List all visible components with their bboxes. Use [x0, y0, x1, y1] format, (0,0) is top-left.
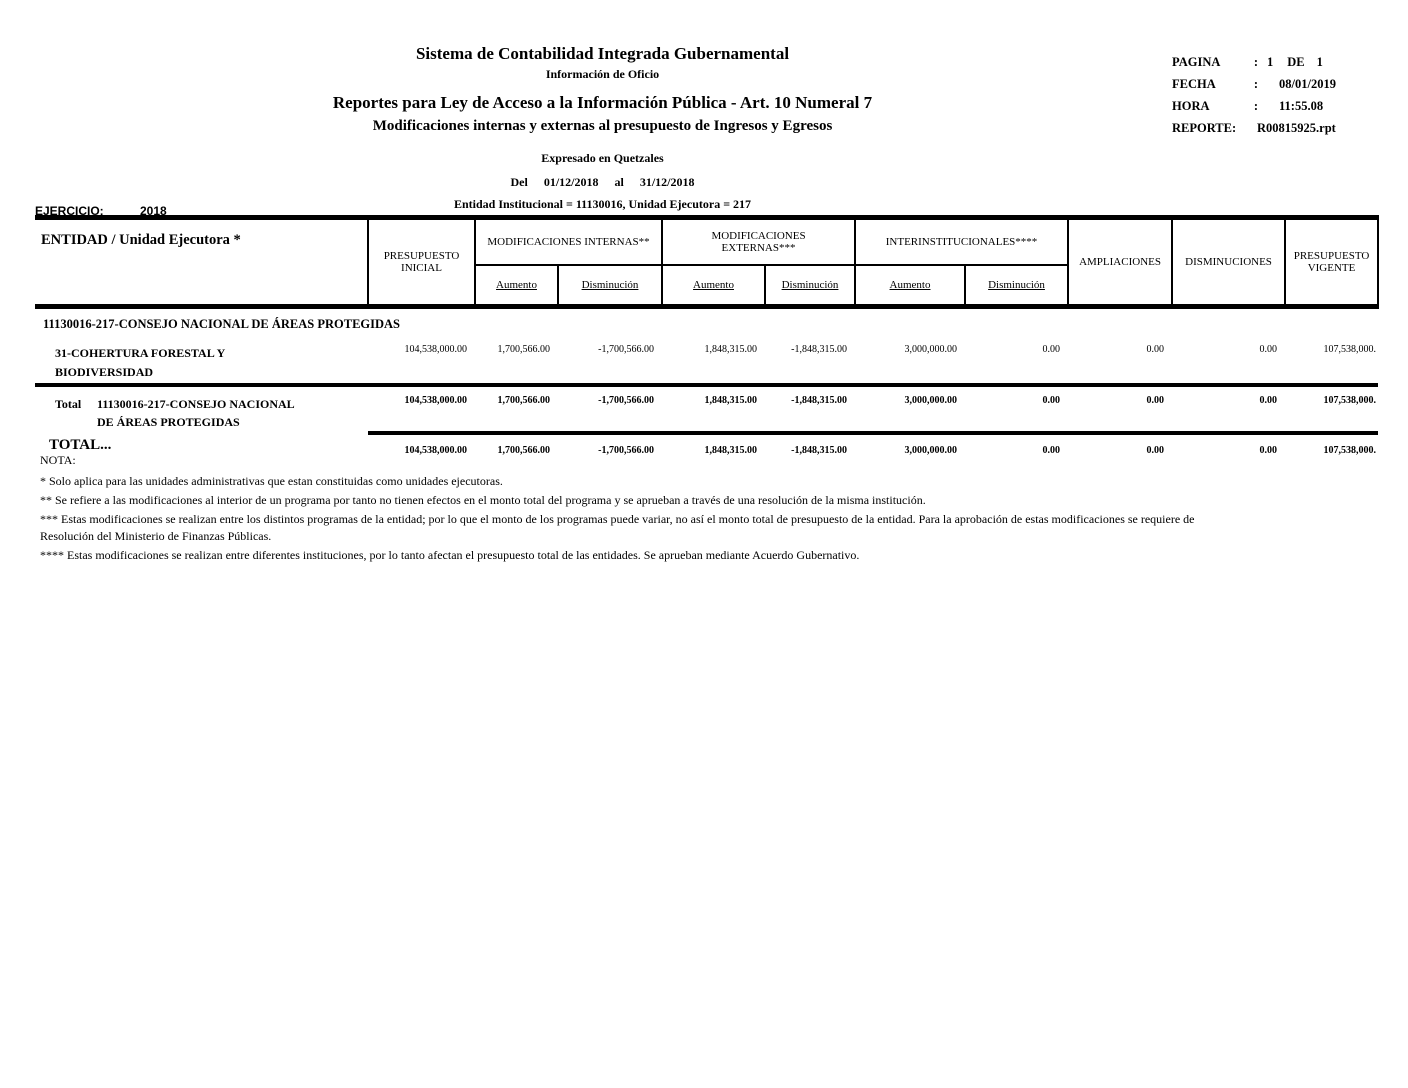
total-ampliaciones: 0.00: [1068, 385, 1172, 433]
grand-presupuesto-vigente: 107,538,000.: [1285, 433, 1378, 466]
total-label-line1: 11130016-217-CONSEJO NACIONAL: [97, 397, 295, 412]
total-internas-aumento: 1,700,566.00: [475, 385, 558, 433]
col-header-modificaciones-externas: [662, 218, 855, 266]
entity-total-label: [35, 385, 368, 433]
entity-section-label: 11130016-217-CONSEJO NACIONAL DE ÁREAS PROTEGIDAS: [43, 317, 400, 331]
total-externas-disminucion: -1,848,315.00: [765, 385, 855, 433]
program-label-line2: BIODIVERSIDAD: [55, 364, 154, 379]
entity-total-row: [35, 385, 1378, 433]
total-disminuciones: 0.00: [1172, 385, 1285, 433]
report-header: [0, 44, 1205, 212]
meta-pagina-row: [1172, 55, 1400, 70]
meta-reporte-row: [1172, 121, 1400, 136]
grand-presupuesto-inicial: 104,538,000.00: [368, 433, 475, 466]
cell-ampliaciones: 0.00: [1146, 344, 1165, 355]
program-label: [35, 336, 368, 385]
cell-internas-disminucion: -1,700,566.00: [598, 344, 655, 355]
subheader-interinst-aumento: Aumento: [855, 265, 965, 307]
col-header-interinstitucionales: INTERINSTITUCIONALES****: [855, 218, 1068, 266]
subheader-interinst-disminucion: Disminución: [965, 265, 1068, 307]
report-meta: [1172, 55, 1400, 143]
report-title: Reportes para Ley de Acceso a la Información Pública - Art. 10 Numeral 7: [332, 93, 873, 112]
total-prefix: Total: [55, 397, 82, 412]
grand-interinst-aumento: 3,000,000.00: [855, 433, 965, 466]
pagina-label: PAGINA: [1172, 55, 1221, 69]
system-title: Sistema de Contabilidad Integrada Gubernamental: [415, 44, 790, 63]
col-header-disminuciones: DISMINUCIONES: [1172, 218, 1285, 307]
fecha-colon: :: [1253, 77, 1259, 91]
cell-externas-disminucion: -1,848,315.00: [791, 344, 848, 355]
cell-presupuesto-inicial: 104,538,000.00: [404, 344, 467, 355]
entity-section-row: [35, 307, 1378, 337]
grand-externas-aumento: 1,848,315.00: [662, 433, 765, 466]
grand-total-label: TOTAL...: [49, 437, 112, 454]
col-header-presupuesto-inicial: [368, 218, 475, 307]
header-subtitle: Información de Oficio: [545, 67, 660, 81]
col-header-ampliaciones: AMPLIACIONES: [1068, 218, 1172, 307]
period-from: 01/12/2018: [543, 175, 599, 189]
ejercicio-value: 2018: [140, 204, 167, 218]
note-item-3: *** Estas modificaciones se realizan entre los distintos programas de la entidad; por lo que el monto de los programas puede variar, no así el monto total de presupuesto de la entidad. Para la aprobación de estas modificaciones se requiere de Resolución del Ministerio de Finanzas Públicas.: [40, 512, 1195, 544]
currency-note: Expresado en Quetzales: [541, 151, 664, 165]
ejercicio-label: EJERCICIO:: [35, 204, 104, 218]
total-interinst-aumento: 3,000,000.00: [855, 385, 965, 433]
col-header-modificaciones-internas: MODIFICACIONES INTERNAS**: [475, 218, 662, 266]
budget-modifications-table: [35, 215, 1379, 466]
grand-externas-disminucion: -1,848,315.00: [765, 433, 855, 466]
total-label-lines: [97, 395, 295, 431]
note-item-1: * Solo aplica para las unidades administrativas que estan constituidas como unidades ejecutoras.: [40, 474, 503, 489]
total-externas-aumento: 1,848,315.00: [662, 385, 765, 433]
modificaciones-externas-text: MODIFICACIONES EXTERNAS***: [711, 230, 806, 254]
meta-hora-row: [1172, 99, 1400, 114]
fecha-label: FECHA: [1172, 77, 1216, 91]
presupuesto-vigente-text: PRESUPUESTO VIGENTE: [1293, 250, 1370, 274]
pagina-value: 1: [1267, 55, 1274, 69]
pagina-de-label: DE: [1287, 55, 1305, 69]
pagina-de-value: 1: [1316, 55, 1323, 69]
reporte-value: R00815925.rpt: [1257, 121, 1336, 135]
notes-title: NOTA:: [40, 453, 76, 467]
period-line: [0, 175, 1205, 190]
grand-ampliaciones: 0.00: [1068, 433, 1172, 466]
presupuesto-inicial-text: PRESUPUESTO INICIAL: [383, 250, 460, 274]
subheader-internas-aumento: Aumento: [475, 265, 558, 307]
cell-interinst-aumento: 3,000,000.00: [904, 344, 958, 355]
total-presupuesto-inicial: 104,538,000.00: [368, 385, 475, 433]
subheader-externas-disminucion: Disminución: [765, 265, 855, 307]
total-label-line2: DE ÁREAS PROTEGIDAS: [97, 415, 240, 430]
total-interinst-disminucion: 0.00: [965, 385, 1068, 433]
total-presupuesto-vigente: 107,538,000.: [1285, 385, 1378, 433]
table-row: [35, 336, 1378, 385]
meta-fecha-row: [1172, 77, 1400, 92]
cell-presupuesto-vigente: 107,538,000.: [1323, 344, 1377, 355]
note-item-4: **** Estas modificaciones se realizan entre diferentes instituciones, por lo tanto afectan el presupuesto total de las entidades. Se aprueban mediante Acuerdo Gubernativo.: [40, 548, 860, 563]
hora-colon: :: [1253, 99, 1259, 113]
period-del-label: Del: [510, 175, 528, 189]
grand-internas-aumento: 1,700,566.00: [475, 433, 558, 466]
note-item-2: ** Se refiere a las modificaciones al interior de un programa por tanto no tienen efectos en el monto total del programa y se aprueban a través de una resolución de la misma institución.: [40, 493, 926, 508]
total-internas-disminucion: -1,700,566.00: [558, 385, 662, 433]
grand-disminuciones: 0.00: [1172, 433, 1285, 466]
hora-value: 11:55.08: [1279, 99, 1324, 113]
cell-disminuciones: 0.00: [1259, 344, 1278, 355]
report-subtitle: Modificaciones internas y externas al presupuesto de Ingresos y Egresos: [372, 118, 833, 134]
grand-interinst-disminucion: 0.00: [965, 433, 1068, 466]
col-header-presupuesto-vigente: [1285, 218, 1378, 307]
cell-interinst-disminucion: 0.00: [1042, 344, 1061, 355]
cell-internas-aumento: 1,700,566.00: [497, 344, 550, 355]
fecha-value: 08/01/2019: [1279, 77, 1336, 91]
entity-line: Entidad Institucional = 11130016, Unidad Ejecutora = 217: [453, 197, 752, 211]
cell-externas-aumento: 1,848,315.00: [704, 344, 758, 355]
reporte-label: REPORTE:: [1172, 121, 1237, 135]
period-al-label: al: [614, 175, 624, 189]
col-header-entidad: ENTIDAD / Unidad Ejecutora *: [35, 218, 368, 307]
table-header: [35, 218, 1378, 307]
period-to: 31/12/2018: [639, 175, 695, 189]
subheader-externas-aumento: Aumento: [662, 265, 765, 307]
program-label-line1: 31-COHERTURA FORESTAL Y: [55, 346, 226, 360]
pagina-colon: :: [1253, 55, 1259, 69]
notes-section: [40, 452, 1205, 566]
subheader-internas-disminucion: Disminución: [558, 265, 662, 307]
hora-label: HORA: [1172, 99, 1210, 113]
grand-internas-disminucion: -1,700,566.00: [558, 433, 662, 466]
